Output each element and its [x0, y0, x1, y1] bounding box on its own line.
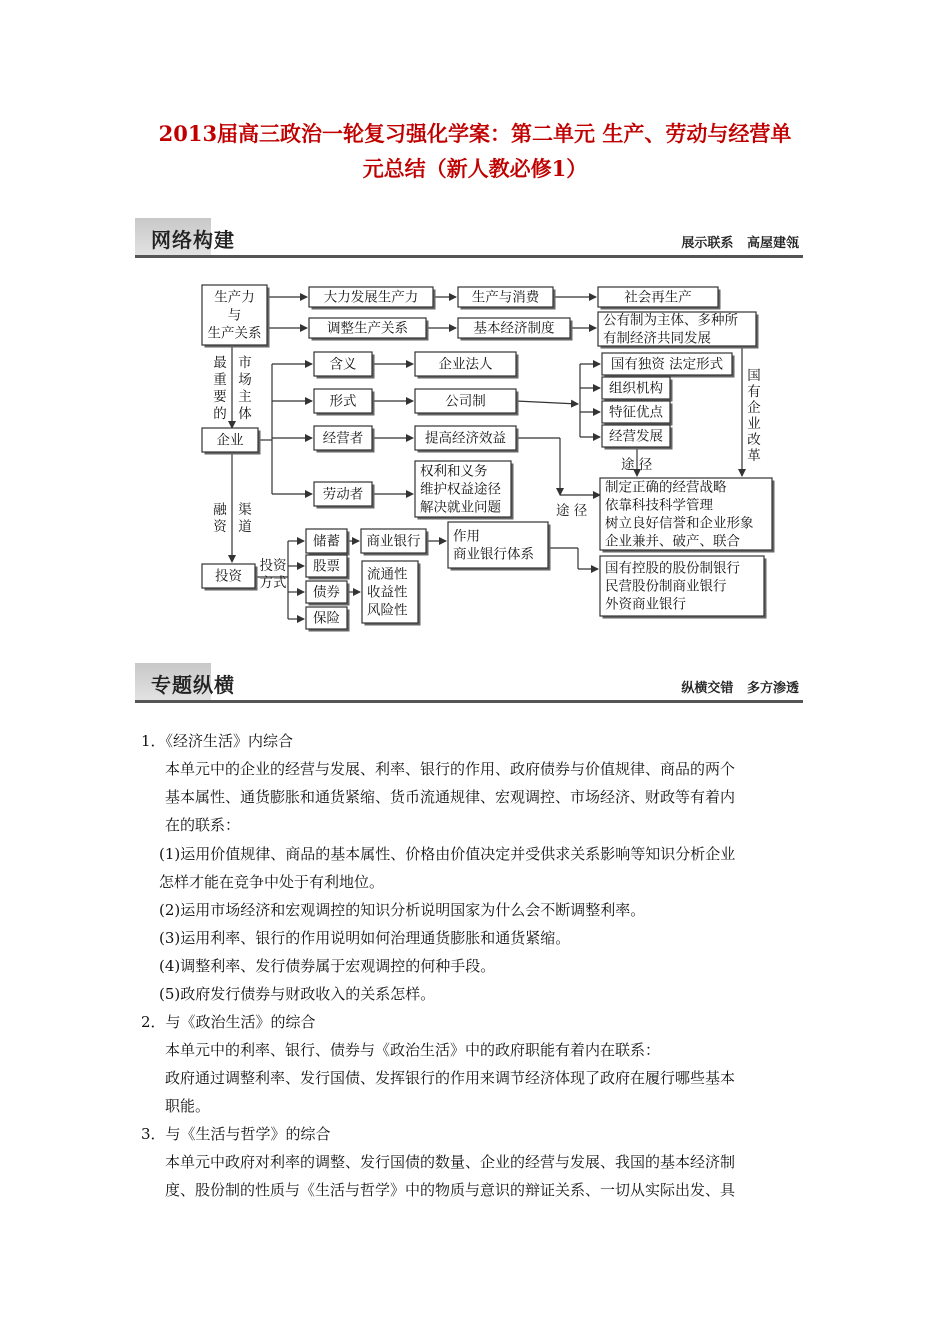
body-line: 2．与《政治生活》的综合	[141, 1013, 316, 1031]
box-strategies-text: 企业兼并、破产、联合	[605, 533, 740, 550]
section-banner-topics	[135, 663, 803, 703]
box-insurance	[306, 607, 350, 632]
box-social-reproduction	[598, 287, 721, 310]
section-title-topics: 专题纵横	[151, 673, 235, 697]
box-production-text: 与	[227, 307, 242, 324]
label-most-important: 最	[213, 355, 227, 371]
box-production	[202, 285, 270, 348]
box-state-owned	[602, 353, 735, 378]
body-line: (3)运用利率、银行的作用说明如何治理通货膨胀和通货紧缩。	[159, 929, 571, 947]
label-soe-reform: 国	[747, 368, 761, 384]
label-most-important: 要	[213, 389, 227, 405]
box-enterprise	[202, 428, 261, 455]
body-line: 本单元中政府对利率的调整、发行国债的数量、企业的经营与发展、我国的基本经济制	[165, 1153, 736, 1171]
box-operation-dev-text: 经营发展	[609, 428, 663, 445]
body-line: 政府通过调整利率、发行国债、发挥银行的作用来调节经济体现了政府在履行哪些基本	[165, 1069, 736, 1087]
box-commercial-bank	[361, 529, 429, 556]
box-production-consumption-text: 生产与消费	[471, 289, 540, 306]
box-savings-text: 储蓄	[313, 533, 340, 550]
box-company-system	[415, 389, 519, 416]
label-most-important: 的	[213, 406, 227, 422]
section-subtitle-network: 展示联系 高屋建瓴	[681, 236, 799, 251]
body-line: 在的联系：	[165, 816, 241, 834]
body-line: (2)运用市场经济和宏观调控的知识分析说明国家为什么会不断调整利率。	[159, 901, 646, 919]
box-liquidity-text: 风险性	[367, 602, 408, 619]
banner-rule	[135, 700, 803, 703]
label-soe-reform: 业	[747, 416, 761, 432]
box-stocks-text: 股票	[313, 558, 340, 575]
box-basic-system-text: 基本经济制度	[473, 320, 555, 337]
box-company-system-text: 公司制	[445, 393, 486, 410]
body-line: 3．与《生活与哲学》的综合	[141, 1125, 331, 1143]
box-public-ownership-text: 有制经济共同发展	[603, 330, 711, 347]
body-line: (5)政府发行债券与财政收入的关系怎样。	[159, 985, 436, 1003]
box-liquidity-text: 流通性	[367, 566, 408, 583]
concept-map-diagram	[0, 0, 950, 640]
box-organisation-text: 组织机构	[609, 380, 663, 397]
label-soe-reform: 革	[747, 448, 761, 464]
box-manager	[314, 426, 375, 453]
label-investment-mode: 方式	[259, 575, 287, 591]
body-line: 职能。	[165, 1097, 211, 1115]
box-improve-efficiency-text: 提高经济效益	[425, 430, 506, 447]
box-legal-person-text: 企业法人	[438, 356, 493, 373]
box-strategies-text: 依靠科技科学管理	[605, 497, 713, 514]
box-investment	[202, 564, 258, 591]
section-subtitle-topics: 纵横交错 多方渗透	[681, 681, 799, 696]
box-production-text: 生产关系	[207, 325, 262, 342]
body-line: 本单元中的企业的经营与发展、利率、银行的作用、政府债券与价值规律、商品的两个	[165, 760, 736, 778]
box-liquidity-text: 收益性	[367, 584, 408, 601]
box-rights-duties-text: 权利和义务	[420, 463, 488, 480]
box-features-text: 特征优点	[609, 404, 663, 421]
label-most-important: 重	[213, 372, 227, 388]
box-bank-types-text: 国有控股的股份制银行	[605, 560, 740, 577]
box-manager-text: 经营者	[322, 430, 364, 447]
box-meaning-text: 含义	[329, 356, 357, 373]
label-investment-mode: 投资	[259, 558, 287, 574]
box-investment-text: 投资	[215, 568, 242, 585]
box-form	[314, 389, 375, 416]
box-stocks	[306, 555, 350, 580]
document-title-line2: 元总结（新人教必修1）	[362, 156, 588, 181]
box-adjust-relations-text: 调整生产关系	[327, 320, 408, 337]
box-develop-productivity	[309, 287, 436, 310]
box-strategies	[600, 478, 775, 553]
body-line: (4)调整利率、发行债券属于宏观调控的何种手段。	[159, 957, 496, 975]
label-market-subject: 主	[238, 389, 252, 405]
box-commercial-bank-text: 商业银行	[366, 533, 421, 550]
box-form-text: 形式	[329, 393, 357, 410]
box-legal-person	[415, 352, 519, 379]
label-soe-reform: 有	[747, 384, 761, 400]
body-line: 基本属性、通货膨胀和通货紧缩、货币流通规律、宏观调控、市场经济、财政等有着内	[165, 788, 736, 806]
box-strategies-text: 制定正确的经营战略	[605, 479, 727, 496]
body-line: 度、股份制的性质与《生活与哲学》中的物质与意识的辩证关系、一切从实际出发、具	[165, 1181, 736, 1199]
body-line: 1．《经济生活》内综合	[141, 732, 294, 750]
document-title-line1: 2013届高三政治一轮复习强化学案：第二单元 生产、劳动与经营单	[158, 121, 792, 146]
box-bank-system-text: 商业银行体系	[453, 546, 534, 563]
box-develop-productivity-text: 大力发展生产力	[323, 289, 419, 306]
label-route-1: 途 径	[621, 457, 653, 473]
box-labourer-text: 劳动者	[322, 486, 364, 503]
box-production-consumption	[458, 287, 556, 310]
label-financing: 资	[213, 519, 227, 535]
box-bank-types	[600, 556, 767, 619]
box-basic-system	[458, 318, 573, 341]
box-organisation	[602, 377, 673, 402]
box-bank-system-text: 作用	[453, 528, 480, 545]
label-financing: 融	[213, 502, 227, 518]
box-public-ownership-text: 公有制为主体、多种所	[603, 312, 738, 329]
box-savings	[306, 529, 350, 556]
box-bank-types-text: 民营股份制商业银行	[605, 578, 727, 595]
label-route-2: 途 径	[556, 503, 588, 519]
box-strategies-text: 树立良好信誉和企业形象	[605, 515, 754, 532]
label-soe-reform: 改	[747, 432, 761, 448]
box-social-reproduction-text: 社会再生产	[624, 289, 692, 306]
body-line: 本单元中的利率、银行、债券与《政治生活》中的政府职能有着内在联系：	[165, 1041, 661, 1059]
box-state-owned-text: 国有独资 法定形式	[610, 356, 724, 373]
box-features	[602, 401, 673, 426]
box-insurance-text: 保险	[313, 610, 340, 627]
body-line: 怎样才能在竞争中处于有利地位。	[159, 873, 385, 891]
box-enterprise-text: 企业	[216, 432, 244, 449]
box-production-text: 生产力	[214, 289, 255, 306]
label-soe-reform: 企	[747, 400, 761, 416]
box-rights-duties	[415, 461, 514, 520]
box-bank-system	[448, 522, 551, 571]
section-title-network: 网络构建	[151, 228, 235, 252]
box-bank-types-text: 外资商业银行	[605, 596, 686, 613]
box-meaning	[314, 352, 375, 379]
body-line: (1)运用价值规律、商品的基本属性、价格由价值决定并受供求关系影响等知识分析企业	[159, 845, 736, 863]
box-bonds-text: 债券	[313, 584, 340, 601]
label-channel: 渠	[238, 502, 252, 518]
box-improve-efficiency	[415, 426, 519, 453]
box-operation-dev	[602, 425, 673, 450]
box-rights-duties-text: 维护权益途径	[420, 481, 501, 498]
label-market-subject: 体	[238, 406, 252, 422]
box-adjust-relations	[309, 318, 429, 341]
box-bonds	[306, 581, 350, 606]
box-liquidity	[362, 561, 421, 626]
box-rights-duties-text: 解决就业问题	[420, 499, 501, 516]
box-public-ownership	[598, 312, 759, 349]
label-channel: 道	[238, 519, 252, 535]
label-market-subject: 场	[238, 372, 252, 388]
label-market-subject: 市	[238, 355, 252, 371]
box-labourer	[314, 482, 375, 509]
